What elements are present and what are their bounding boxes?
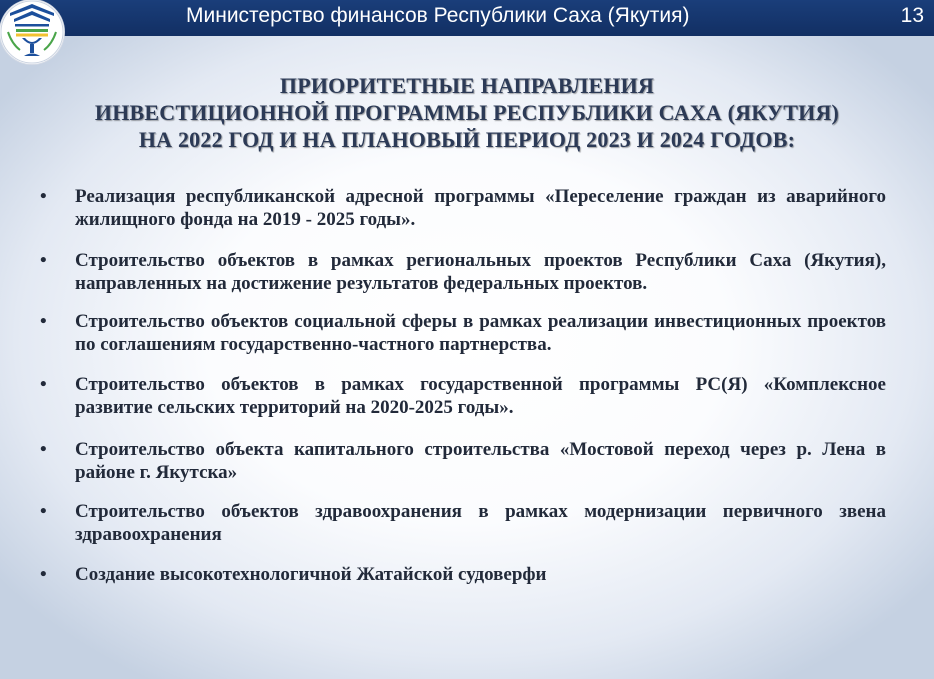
list-item (40, 501, 886, 546)
bullet-marker: • (40, 186, 47, 207)
list-item (40, 374, 886, 419)
list-item-text: Строительство объектов социальной сферы в рамках реализации инвестиционных проектов по соглашениям государственно-частного партнерства. (75, 311, 886, 355)
list-item (40, 250, 886, 295)
priority-list (40, 186, 886, 587)
list-item (40, 311, 886, 356)
list-item (40, 186, 886, 231)
bullet-marker: • (40, 564, 47, 585)
bullet-marker: • (40, 501, 47, 522)
ministry-emblem-icon (0, 0, 64, 64)
slide-heading (40, 72, 894, 153)
list-item-text: Реализация республиканской адресной программы «Переселение граждан из аварийного жилищного фонда на 2019 - 2025 годы». (75, 186, 886, 230)
bullet-marker: • (40, 250, 47, 271)
list-item-text: Создание высокотехнологичной Жатайской судоверфи (75, 564, 547, 585)
list-item-text: Строительство объекта капитального строительства «Мостовой переход через р. Лена в районе г. Якутска» (75, 439, 886, 483)
heading-line: ИНВЕСТИЦИОННОЙ ПРОГРАММЫ РЕСПУБЛИКИ САХА (ЯКУТИЯ) (94, 100, 840, 125)
bullet-marker: • (40, 439, 47, 460)
list-item-text: Строительство объектов здравоохранения в рамках модернизации первичного звена здравоохранения (75, 501, 886, 545)
list-item (40, 439, 886, 484)
header-bar (0, 0, 934, 36)
heading-line: ПРИОРИТЕТНЫЕ НАПРАВЛЕНИЯ (279, 73, 655, 98)
bullet-marker: • (40, 374, 47, 395)
list-item-text: Строительство объектов в рамках государственной программы РС(Я) «Комплексное развитие сельских территорий на 2020-2025 годы». (75, 374, 886, 418)
header-title: Министерство финансов Республики Саха (Якутия) (186, 4, 690, 27)
bullet-marker: • (40, 311, 47, 332)
heading-line: НА 2022 ГОД И НА ПЛАНОВЫЙ ПЕРИОД 2023 И 2024 ГОДОВ: (138, 127, 796, 152)
emblem-graphic (0, 0, 64, 64)
list-item (40, 564, 886, 587)
page-number: 13 (900, 4, 924, 27)
list-item-text: Строительство объектов в рамках региональных проектов Республики Саха (Якутия), направленных на достижение результатов федеральных проектов. (75, 250, 886, 294)
